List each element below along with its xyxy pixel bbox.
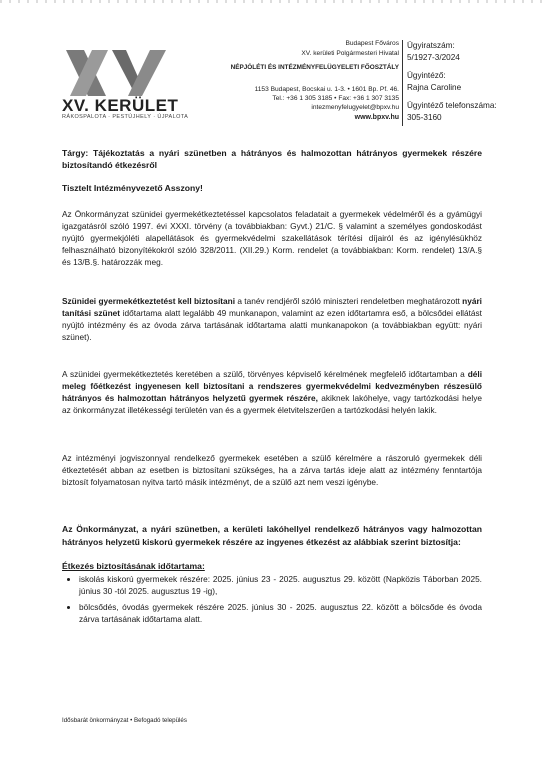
footer: Idősbarát önkormányzat • Befogadó település xyxy=(62,717,187,724)
paragraph-institution: Az intézményi jogviszonnyal rendelkező gyermekek esetében a szülő kérelmére a rászoruló gyermekek déli étkeztetését abban az esetben is biztosítani szükséges, ha a zárva tartás ideje alatt az intézmény fenntartója biztosít folyamatosan nyitva tartó másik intézményt, de a szülő azt nem veszi igénybe. xyxy=(62,453,482,487)
greeting: Tisztelt Intézményvezető Asszony! xyxy=(62,183,203,193)
list-item: • iskolás kiskorú gyermekek részére: 2025. június 23 - 2025. augusztus 29. között (Napközis Táborban 2025. június 30 -tól 2025. augusztus 19 -ig), xyxy=(79,573,482,597)
district-logo-icon xyxy=(62,48,172,98)
p2-text-2: időtartama alatt legalább 49 munkanapon, valamint az ezen időtartamra eső, a bölcsődei ellátást nyújtó intézmény és az óvoda zárva tartásának időtartama alatti munkanapokon (a továbbiakban együtt: nyári szünet). xyxy=(62,308,482,342)
website[interactable]: www.bpxv.hu xyxy=(354,114,399,121)
case-number-value: 5/1927-3/2024 xyxy=(407,53,460,62)
case-number-label: Ügyiratszám: xyxy=(407,41,455,50)
handler-phone-value: 305-3160 xyxy=(407,113,442,122)
paragraph-free-meal xyxy=(62,368,482,416)
duration-heading: Étkezés biztosításának időtartama: xyxy=(62,561,205,571)
p2-bold-2: nyári tanítási szünet xyxy=(62,296,482,318)
handler-phone-label: Ügyintéző telefonszáma: xyxy=(407,101,497,110)
p2-text-1: a tanév rendjéről szóló miniszteri rendeletben meghatározott xyxy=(235,296,463,306)
p3-text-1: A szünidei gyermekétkeztetés keretében a szülő, törvényes képviselő kérelmének megfelelő időtartamban a xyxy=(62,369,468,379)
email[interactable]: intezmenyfelugyelet@bpxv.hu xyxy=(311,104,399,111)
paragraph-provision: Az Önkormányzat, a nyári szünetben, a kerületi lakóhellyel rendelkező hátrányos vagy halmozottan hátrányos helyzetű kiskorú gyermekek részére az ingyenes étkezést az alábbiak szerint biztosítja: xyxy=(62,524,482,547)
office-line1: Budapest Főváros xyxy=(345,40,399,47)
office-line2: XV. kerületi Polgármesteri Hivatal xyxy=(301,50,399,57)
phone-fax: Tel.: +36 1 305 3185 • Fax: +36 1 307 3135 xyxy=(272,95,399,102)
paragraph-duty xyxy=(62,295,482,343)
handler-label: Ügyintéző: xyxy=(407,71,446,80)
subject xyxy=(62,147,482,171)
address: 1153 Budapest, Bocskai u. 1-3. • 1601 Bp. Pf. 46. xyxy=(254,86,399,93)
p3-text-2: akiknek lakóhelye, vagy tartózkodási helye az önkormányzat illetékességi területén van és a gyermek életvitelszerűen a tartózkodási helyén lakik. xyxy=(62,393,482,415)
subject-label: Tárgy: xyxy=(62,148,89,158)
header-divider xyxy=(402,40,403,126)
list-item: • bölcsődés, óvodás gyermekek részére 2025. június 30 - 2025. augusztus 22. között a bölcsőde és óvoda zárva tartásának időtartama alatt. xyxy=(79,601,482,625)
department-name: NÉPJÓLÉTI ÉS INTÉZMÉNYFELÜGYELETI FŐOSZTÁLY xyxy=(230,64,399,71)
p3-bold-1: déli meleg főétkezést ingyenesen kell biztosítani a rendszeres gyermekvédelmi kedvezményben részesülő hátrányos és halmozottan hátrányos helyzetű gyermek részére, xyxy=(62,369,482,403)
subject-text: Tájékoztatás a nyári szünetben a hátrányos és halmozottan hátrányos gyermekek részére biztosítandó étkezésről xyxy=(62,148,482,170)
logo-subtitle: RÁKOSPALOTA · PESTÚJHELY · ÚJPALOTA xyxy=(62,114,189,120)
logo-title: XV. KERÜLET xyxy=(62,96,179,115)
duration-list xyxy=(62,573,482,629)
handler-value: Rajna Caroline xyxy=(407,83,462,92)
p2-bold-1: Szünidei gyermekétkeztetést kell biztosítani xyxy=(62,296,235,306)
paragraph-legal-basis: Az Önkormányzat szünidei gyermekétkeztetéssel kapcsolatos feladatait a gyermekek védelméről és a gyámügyi igazgatásról szóló 1997. évi XXXI. törvény (a továbbiakban: Gyvt.) 21/C. § valamint a személyes gondoskodást nyújtó gyermekjóléti alapellátások és gyermekvédelmi szakellátások térítési díjairól és az igénylésükhöz felhasználható bizonyítékokról szóló 328/2011. (XII.29.) Korm. rendelet (a továbbiakban: Korm. rendelet) 13/A.§ és 13/B.§. határozzák meg. xyxy=(62,209,482,267)
scan-artifact xyxy=(0,0,543,3)
